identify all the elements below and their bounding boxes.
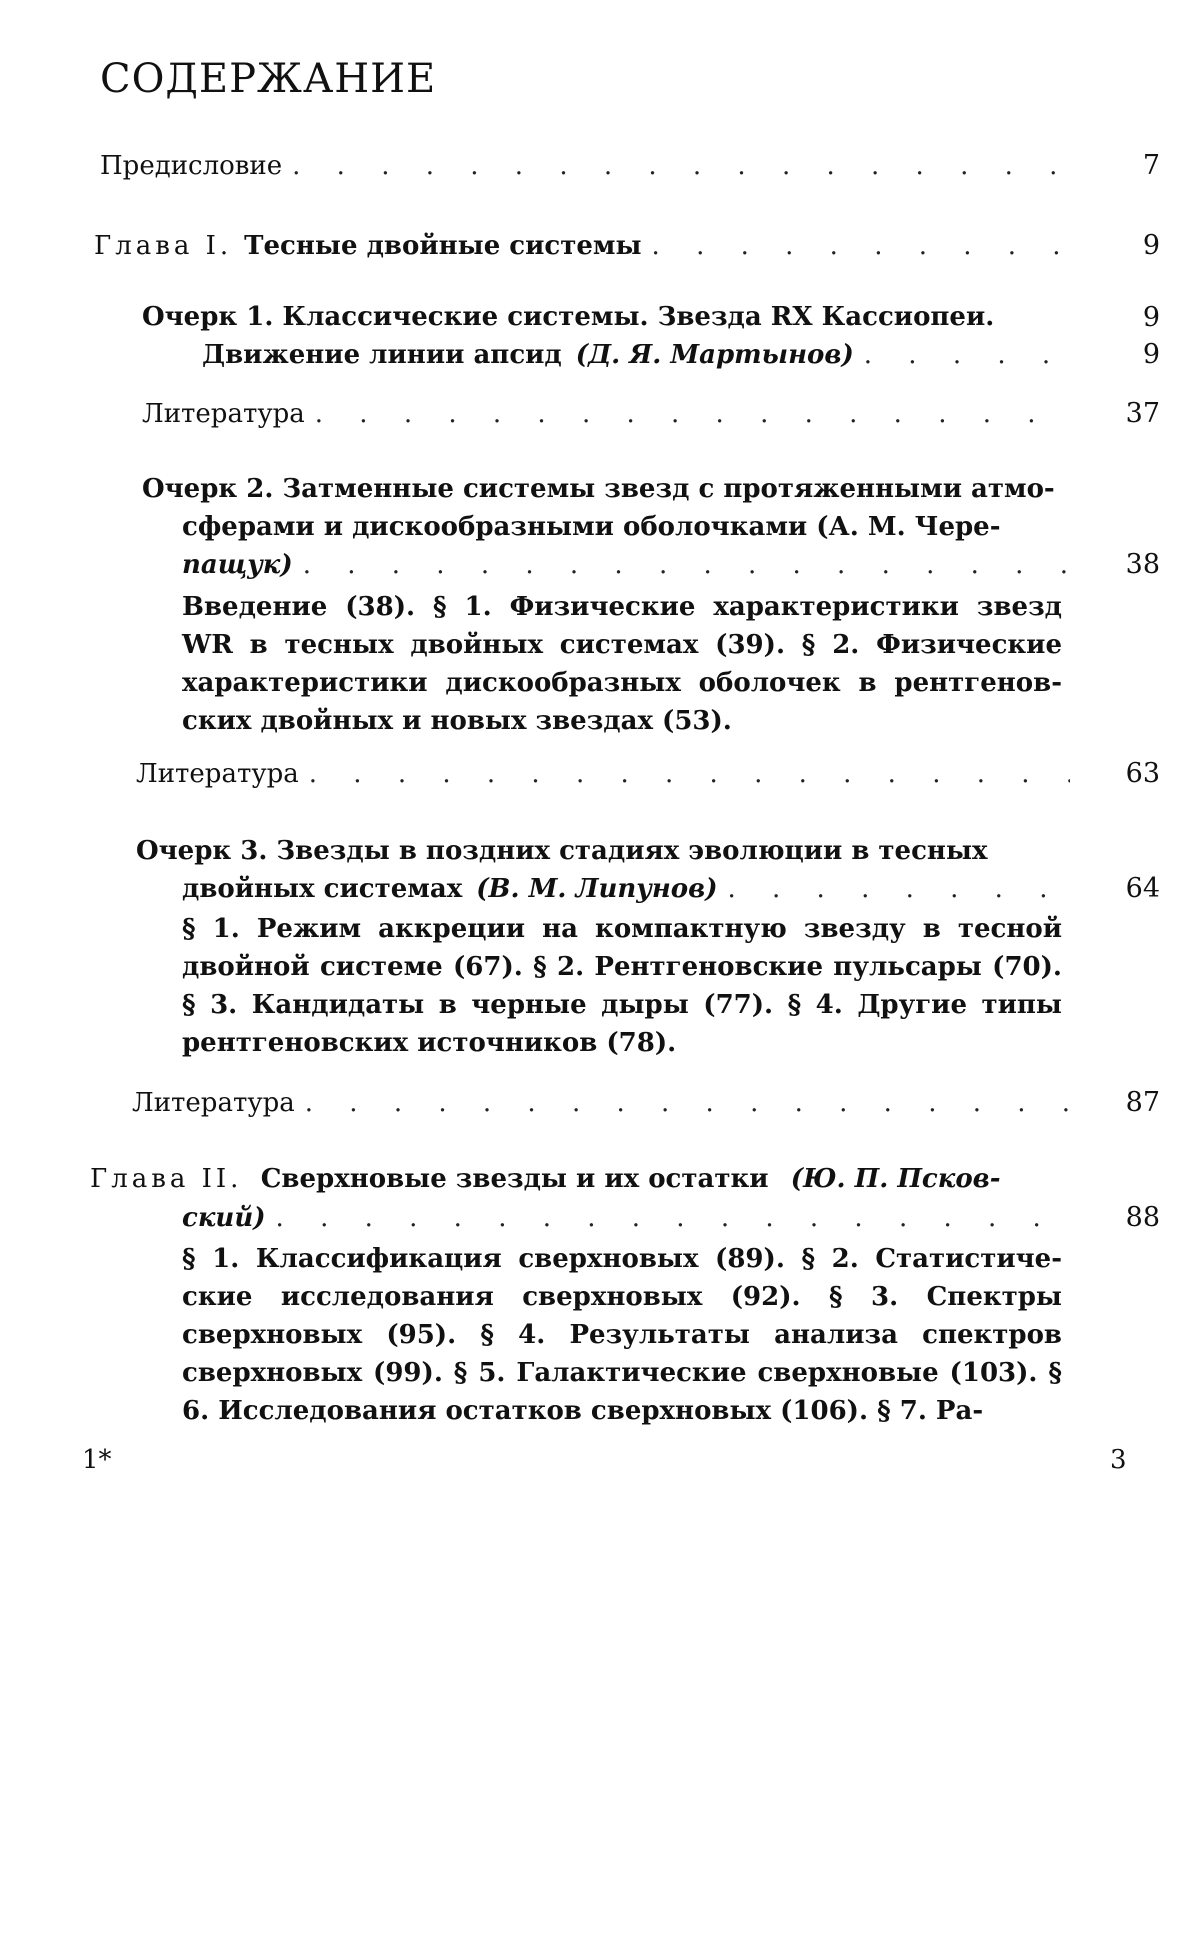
essay-2-summary: Введение (38). § 1. Физические характеристики звезд WR в тесных двойных системах (39). § 2. Физические характеристики дискообразных оболочек в рентгенов-ских двойных и новых звездах (53). [182, 592, 1062, 736]
leader-dots [728, 869, 1071, 909]
literature-2-title: Литература [136, 759, 299, 789]
toc-entry-chapter-1 [94, 226, 1080, 266]
chapter-2-author: (Ю. П. Псков- [790, 1164, 1001, 1194]
chapter-2-author-cont: ский) [182, 1203, 266, 1233]
chapter-2-label: Глава II. [90, 1164, 243, 1194]
chapter-2-summary: § 1. Классификация сверхновых (89). § 2. Статистиче-ские исследования сверхновых (92). § 3. Спектры сверхновых (95). § 4. Результаты анализа спектров сверхновых (99). § 5. Галактические сверхновые (103). § 6. Исследования остатков сверхновых (106). § 7. Ра- [182, 1244, 1062, 1426]
essay-3-author: (В. М. Липунов) [476, 874, 718, 904]
essay-2-line-2 [182, 508, 1001, 546]
literature-1-page: 37 [1125, 398, 1160, 429]
literature-2-page: 63 [1125, 758, 1160, 789]
essay-1-page: 9 [1142, 339, 1160, 370]
chapter-1-title: Тесные двойные системы [244, 231, 642, 261]
toc-entry-literature-3 [132, 1083, 1080, 1123]
chapter-1-page: 9 [1142, 230, 1160, 261]
toc-entry-literature-2 [136, 754, 1080, 794]
literature-3-title: Литература [132, 1088, 295, 1118]
toc-entry-essay-3 [182, 869, 1080, 909]
essay-1-line-1-page: 9 [1142, 302, 1160, 333]
literature-3-page: 87 [1125, 1087, 1160, 1118]
preface-page: 7 [1142, 150, 1160, 181]
toc-entry-essay-2 [182, 545, 1080, 585]
leader-dots [315, 394, 1070, 434]
essay-1-author: (Д. Я. Мартынов) [575, 340, 854, 370]
toc-entry-preface [100, 146, 1080, 186]
chapter-2-title: Сверхновые звезды и их остатки [260, 1164, 769, 1194]
leader-dots [303, 545, 1070, 585]
leader-dots [309, 754, 1070, 794]
essay-2-author-cont: пащук) [182, 550, 293, 580]
chapter-2-page: 88 [1125, 1202, 1160, 1233]
leader-dots [292, 146, 1070, 186]
literature-1-title: Литература [142, 399, 305, 429]
essay-3-title-cont: двойных системах [182, 874, 463, 904]
essay-3-line-1: Очерк 3. Звезды в поздних стадиях эволюции в тесных [136, 836, 988, 866]
page-number: 3 [1110, 1445, 1127, 1475]
essay-2-page: 38 [1125, 549, 1160, 580]
toc-entry-chapter-2 [182, 1198, 1080, 1238]
leader-dots [276, 1198, 1070, 1238]
essay-2-line-1: Очерк 2. Затменные системы звезд с протяженными атмо- [142, 474, 1055, 504]
toc-entry-literature-1 [142, 394, 1080, 434]
essay-3-page: 64 [1125, 873, 1160, 904]
toc-entry-essay-1 [202, 335, 1080, 375]
signature-mark: 1* [82, 1445, 112, 1475]
essay-1-title-cont: Движение линии апсид [202, 340, 562, 370]
essay-1-line-1: Очерк 1. Классические системы. Звезда RX Кассиопеи. [142, 302, 995, 332]
page-title: СОДЕРЖАНИЕ [100, 56, 437, 102]
essay-3-summary: § 1. Режим аккреции на компактную звезду в тесной двойной системе (67). § 2. Рентгеновские пульсары (70). § 3. Кандидаты в черные дыры (77). § 4. Другие типы рентгеновских источников (78). [182, 914, 1062, 1058]
preface-title: Предисловие [100, 151, 283, 181]
leader-dots [864, 335, 1070, 375]
essay-2-line-2-text: сферами и дискообразными оболочками (А. М. Чере- [182, 512, 1001, 542]
leader-dots [305, 1083, 1070, 1123]
chapter-2-heading-line [90, 1160, 1001, 1198]
leader-dots [652, 226, 1070, 266]
chapter-1-label: Глава I. [94, 231, 233, 261]
